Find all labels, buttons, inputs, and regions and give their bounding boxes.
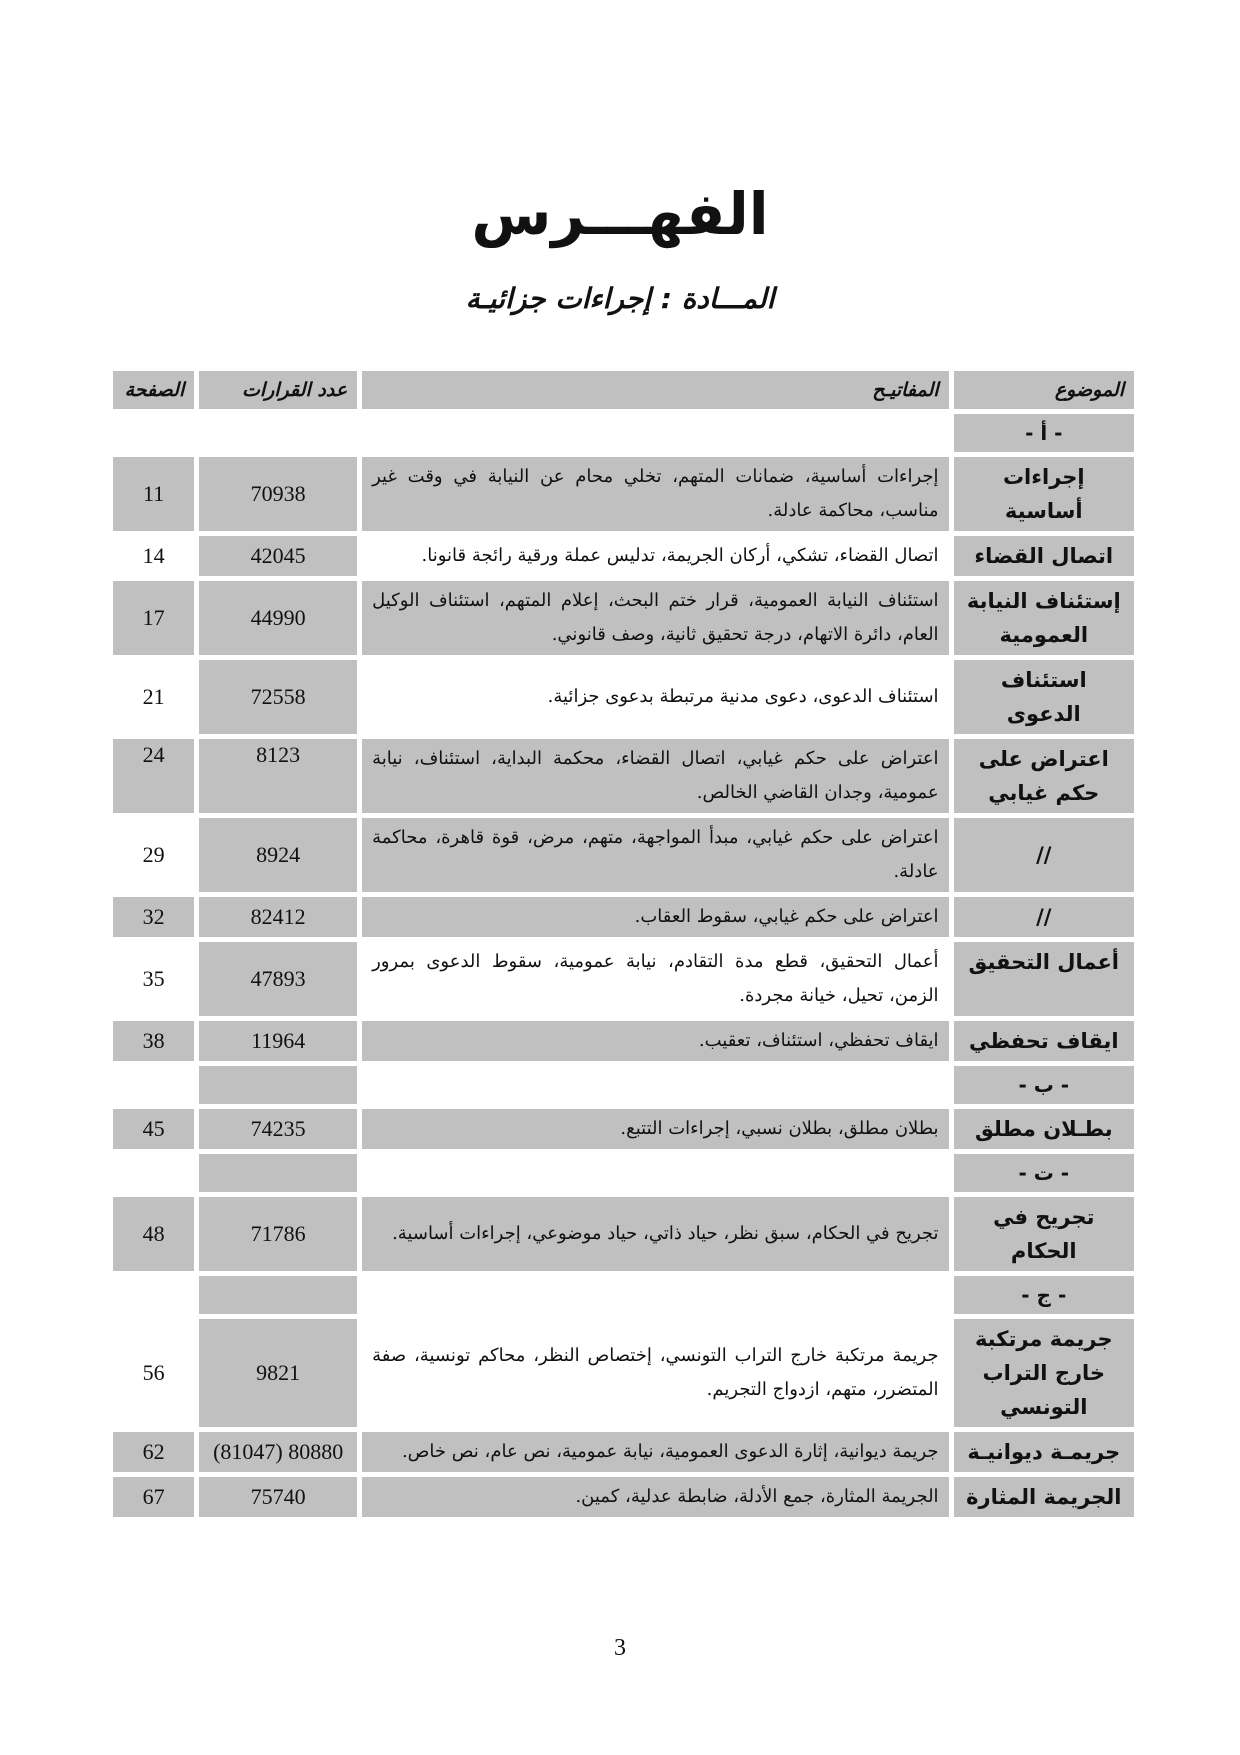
column-header-subject: الموضوع <box>954 371 1134 409</box>
empty-cell <box>113 1154 194 1192</box>
subject-cell: ايقاف تحفظي <box>954 1021 1134 1061</box>
subject-cell: // <box>954 818 1134 892</box>
decision-count-cell: 9821 <box>199 1319 357 1427</box>
keywords-cell: إجراءات أساسية، ضمانات المتهم، تخلي محام عن النيابة في وقت غير مناسب، محاكمة عادلة. <box>362 457 948 531</box>
decision-count-cell: 71786 <box>199 1197 357 1271</box>
page-cell: 38 <box>113 1021 194 1061</box>
page-number: 3 <box>614 1635 626 1661</box>
page-cell: 62 <box>113 1432 194 1472</box>
table-row <box>113 818 1134 892</box>
decision-count-cell: 72558 <box>199 660 357 734</box>
keywords-cell: جريمة مرتكبة خارج التراب التونسي، إختصاص النظر، محاكم تونسية، صفة المتضرر، متهم، ازدواج التجريم. <box>362 1319 948 1427</box>
keywords-cell: تجريح في الحكام، سبق نظر، حياد ذاتي، حياد موضوعي، إجراءات أساسية. <box>362 1197 948 1271</box>
page-cell: 35 <box>113 942 194 1016</box>
subject-cell: اعتراض على حكم غيابي <box>954 739 1134 813</box>
page-cell: 32 <box>113 897 194 937</box>
column-header-count: عدد القرارات <box>199 371 357 409</box>
subject-subtitle: المـــادة : إجراءات جزائيـة <box>465 282 775 315</box>
subject-cell: // <box>954 897 1134 937</box>
keywords-cell: اعتراض على حكم غيابي، مبدأ المواجهة، متهم، مرض، قوة قاهرة، محاكمة عادلة. <box>362 818 948 892</box>
empty-cell <box>362 1276 948 1314</box>
empty-cell <box>362 414 948 452</box>
subject-cell: جريمة مرتكبة خارج التراب التونسي <box>954 1319 1134 1427</box>
table-row <box>113 739 1134 813</box>
page-cell: 21 <box>113 660 194 734</box>
keywords-cell: اعتراض على حكم غيابي، سقوط العقاب. <box>362 897 948 937</box>
keywords-cell: اعتراض على حكم غيابي، اتصال القضاء، محكمة البداية، استئناف، نيابة عمومية، وجدان القاضي الخالص. <box>362 739 948 813</box>
decision-count-cell: 8924 <box>199 818 357 892</box>
page-cell: 17 <box>113 581 194 655</box>
table-header-row <box>113 371 1134 409</box>
page-cell: 48 <box>113 1197 194 1271</box>
decision-count-cell: 47893 <box>199 942 357 1016</box>
table-row <box>113 1197 1134 1271</box>
keywords-cell: استئناف الدعوى، دعوى مدنية مرتبطة بدعوى جزائية. <box>362 660 948 734</box>
empty-cell <box>362 1066 948 1104</box>
subject-cell: تجريح في الحكام <box>954 1197 1134 1271</box>
page-cell: 45 <box>113 1109 194 1149</box>
letter-section-row <box>113 414 1134 452</box>
column-header-page: الصفحة <box>113 371 194 409</box>
letter-section-row <box>113 1276 1134 1314</box>
table-row <box>113 942 1134 1016</box>
subject-cell: إستئناف النيابة العمومية <box>954 581 1134 655</box>
decision-count-cell: 42045 <box>199 536 357 576</box>
empty-cell <box>362 1154 948 1192</box>
index-table <box>108 366 1139 1522</box>
section-letter: - ت - <box>954 1154 1134 1192</box>
empty-cell <box>199 1276 357 1314</box>
section-letter: - أ - <box>954 414 1134 452</box>
subject-cell: جريمـة ديوانيـة <box>954 1432 1134 1472</box>
decision-count-cell: 75740 <box>199 1477 357 1517</box>
page-title: الفهـــرس <box>471 180 769 248</box>
keywords-cell: أعمال التحقيق، قطع مدة التقادم، نيابة عمومية، سقوط الدعوى بمرور الزمن، تحيل، خيانة مجردة. <box>362 942 948 1016</box>
keywords-cell: بطلان مطلق، بطلان نسبي، إجراءات التتبع. <box>362 1109 948 1149</box>
subject-cell: إجراءات أساسية <box>954 457 1134 531</box>
empty-cell <box>113 1276 194 1314</box>
empty-cell <box>199 1154 357 1192</box>
table-row <box>113 1319 1134 1427</box>
decision-count-cell: 70938 <box>199 457 357 531</box>
page-cell: 29 <box>113 818 194 892</box>
table-row <box>113 897 1134 937</box>
keywords-cell: استئناف النيابة العمومية، قرار ختم البحث، إعلام المتهم، استئناف الوكيل العام، دائرة الاتهام، درجة تحقيق ثانية، وصف قانوني. <box>362 581 948 655</box>
keywords-cell: اتصال القضاء، تشكي، أركان الجريمة، تدليس عملة ورقية رائجة قانونا. <box>362 536 948 576</box>
table-row <box>113 1021 1134 1061</box>
empty-cell <box>199 1066 357 1104</box>
decision-count-cell: 80880 (81047) <box>199 1432 357 1472</box>
table-row <box>113 1477 1134 1517</box>
subject-cell: أعمال التحقيق <box>954 942 1134 1016</box>
section-letter: - ب - <box>954 1066 1134 1104</box>
page-cell: 56 <box>113 1319 194 1427</box>
subject-cell: اتصال القضاء <box>954 536 1134 576</box>
table-row <box>113 536 1134 576</box>
table-row <box>113 1109 1134 1149</box>
subject-cell: الجريمة المثارة <box>954 1477 1134 1517</box>
page-cell: 67 <box>113 1477 194 1517</box>
keywords-cell: ايقاف تحفظي، استئناف، تعقيب. <box>362 1021 948 1061</box>
section-letter: - ج - <box>954 1276 1134 1314</box>
decision-count-cell: 44990 <box>199 581 357 655</box>
decision-count-cell: 74235 <box>199 1109 357 1149</box>
decision-count-cell: 82412 <box>199 897 357 937</box>
letter-section-row <box>113 1154 1134 1192</box>
page-cell: 14 <box>113 536 194 576</box>
page-cell: 11 <box>113 457 194 531</box>
empty-cell <box>199 414 357 452</box>
keywords-cell: جريمة ديوانية، إثارة الدعوى العمومية، نيابة عمومية، نص عام، نص خاص. <box>362 1432 948 1472</box>
table-row <box>113 457 1134 531</box>
table-row <box>113 1432 1134 1472</box>
letter-section-row <box>113 1066 1134 1104</box>
empty-cell <box>113 1066 194 1104</box>
decision-count-cell: 8123 <box>199 739 357 813</box>
page-cell: 24 <box>113 739 194 813</box>
keywords-cell: الجريمة المثارة، جمع الأدلة، ضابطة عدلية، كمين. <box>362 1477 948 1517</box>
table-row <box>113 581 1134 655</box>
empty-cell <box>113 414 194 452</box>
table-row <box>113 660 1134 734</box>
subject-cell: بطـلان مطلق <box>954 1109 1134 1149</box>
column-header-keywords: المفاتيـح <box>362 371 948 409</box>
decision-count-cell: 11964 <box>199 1021 357 1061</box>
subject-cell: استئناف الدعوى <box>954 660 1134 734</box>
